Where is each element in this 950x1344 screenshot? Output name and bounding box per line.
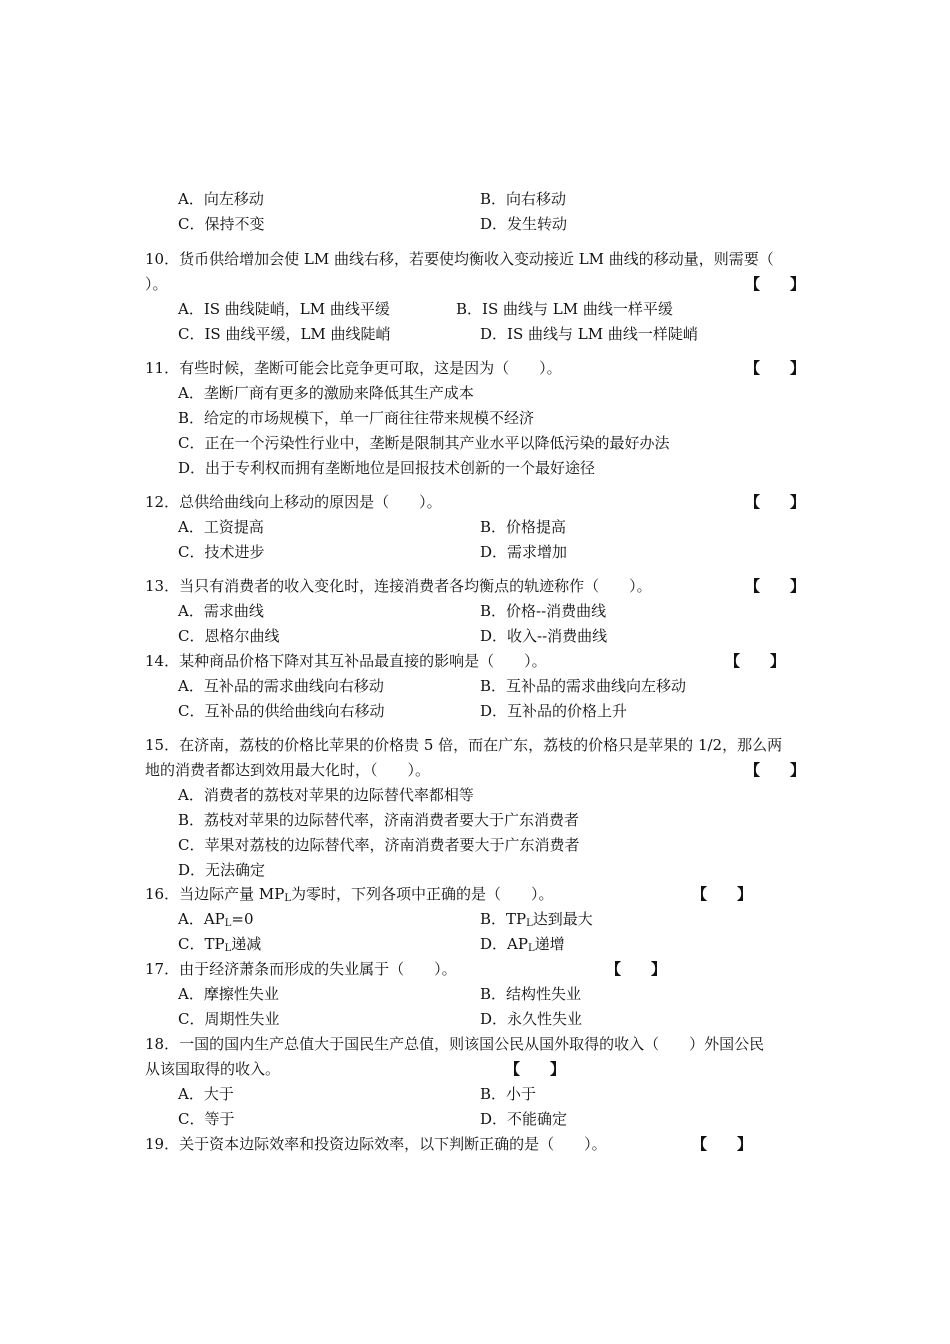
q14-option-b: B．互补品的需求曲线向左移动 (480, 677, 687, 695)
q9-option-a: A．向左移动 (178, 190, 264, 208)
q12-option-a: A．工资提高 (178, 518, 264, 536)
q9-option-c: C．保持不变 (178, 215, 265, 233)
q18-question-line2: 从该国取得的收入。 (145, 1060, 281, 1078)
q13-answer-bracket: 【 】 (745, 577, 806, 595)
q13-option-a: A．需求曲线 (178, 602, 264, 620)
q16-answer-bracket: 【 】 (692, 885, 753, 903)
q13-option-b: B．价格--消费曲线 (480, 602, 607, 620)
q11-option-d: D．出于专利权而拥有垄断地位是回报技术创新的一个最好途径 (178, 459, 596, 477)
q12-option-b: B．价格提高 (480, 518, 567, 536)
q13-option-c: C．恩格尔曲线 (178, 627, 280, 645)
q11-answer-bracket: 【 】 (745, 359, 806, 377)
q12-question: 12．总供给曲线向上移动的原因是（ ）。 (145, 493, 442, 511)
q18-question-line1: 18．一国的国内生产总值大于国民生产总值，则该国公民从国外取得的收入（ ）外国公民 (145, 1035, 765, 1053)
q15-question-line2: 地的消费者都达到效用最大化时，（ ）。 (145, 761, 431, 779)
q12-option-d: D．需求增加 (480, 543, 568, 561)
q10-answer-bracket: 【 】 (745, 275, 806, 293)
q10-option-a: A．IS 曲线陡峭，LM 曲线平缓 (178, 300, 390, 318)
q15-option-a: A．消费者的荔枝对苹果的边际替代率都相等 (178, 786, 474, 804)
q14-option-c: C．互补品的供给曲线向右移动 (178, 702, 385, 720)
q17-option-b: B．结构性失业 (480, 985, 582, 1003)
q19-answer-bracket: 【 】 (692, 1135, 753, 1153)
q15-question-line1: 15．在济南，荔枝的价格比苹果的价格贵 5 倍，而在广东，荔枝的价格只是苹果的 1/2，那么两 (145, 736, 783, 754)
q11-question: 11．有些时候，垄断可能会比竞争更可取，这是因为（ ）。 (145, 359, 562, 377)
q10-option-d: D．IS 曲线与 LM 曲线一样陡峭 (480, 325, 698, 343)
q10-question-line2: ）。 (145, 275, 168, 293)
q14-option-a: A．互补品的需求曲线向右移动 (178, 677, 384, 695)
q17-question: 17．由于经济萧条而形成的失业属于（ ）。 (145, 960, 457, 978)
q19-question: 19．关于资本边际效率和投资边际效率，以下判断正确的是（ ）。 (145, 1135, 607, 1153)
q11-option-b: B．给定的市场规模下，单一厂商往往带来规模不经济 (178, 409, 535, 427)
q14-option-d: D．互补品的价格上升 (480, 702, 628, 720)
q14-answer-bracket: 【 】 (725, 652, 786, 670)
q17-option-d: D．永久性失业 (480, 1010, 583, 1028)
q18-option-a: A．大于 (178, 1085, 234, 1103)
q17-answer-bracket: 【 】 (606, 960, 667, 978)
q15-option-d: D．无法确定 (178, 861, 266, 879)
q16-option-b: B．$TP_L$达到最大 (480, 910, 593, 929)
q10-question-line1: 10．货币供给增加会使 LM 曲线右移，若要使均衡收入变动接近 LM 曲线的移动量，则需要（ (145, 250, 774, 268)
q9-option-d: D．发生转动 (480, 215, 568, 233)
q16-option-c: C．$TP_L$递减 (178, 935, 262, 954)
q17-option-a: A．摩擦性失业 (178, 985, 279, 1003)
q18-answer-bracket: 【 】 (505, 1060, 566, 1078)
q9-option-b: B．向右移动 (480, 190, 567, 208)
q15-option-b: B．荔枝对苹果的边际替代率，济南消费者要大于广东消费者 (178, 811, 580, 829)
q18-option-c: C．等于 (178, 1110, 235, 1128)
q11-option-a: A．垄断厂商有更多的激励来降低其生产成本 (178, 384, 474, 402)
q14-question: 14．某种商品价格下降对其互补品最直接的影响是（ ）。 (145, 652, 547, 670)
q12-option-c: C．技术进步 (178, 543, 265, 561)
q17-option-c: C．周期性失业 (178, 1010, 280, 1028)
q18-option-d: D．不能确定 (480, 1110, 568, 1128)
q16-option-d: D．$AP_L$递增 (480, 935, 565, 954)
q16-option-a: A．$AP_L=0$ (178, 910, 254, 929)
q13-question: 13．当只有消费者的收入变化时，连接消费者各均衡点的轨迹称作（ ）。 (145, 577, 652, 595)
q15-option-c: C．苹果对荔枝的边际替代率，济南消费者要大于广东消费者 (178, 836, 580, 854)
q10-option-b: B．IS 曲线与 LM 曲线一样平缓 (456, 300, 673, 318)
q15-answer-bracket: 【 】 (745, 761, 806, 779)
q10-option-c: C．IS 曲线平缓，LM 曲线陡峭 (178, 325, 391, 343)
q16-question: 16．当边际产量 $MP_L$为零时，下列各项中正确的是（ ）。 (145, 885, 554, 904)
q12-answer-bracket: 【 】 (745, 493, 806, 511)
q18-option-b: B．小于 (480, 1085, 537, 1103)
q11-option-c: C．正在一个污染性行业中，垄断是限制其产业水平以降低污染的最好办法 (178, 434, 670, 452)
q13-option-d: D．收入--消费曲线 (480, 627, 608, 645)
